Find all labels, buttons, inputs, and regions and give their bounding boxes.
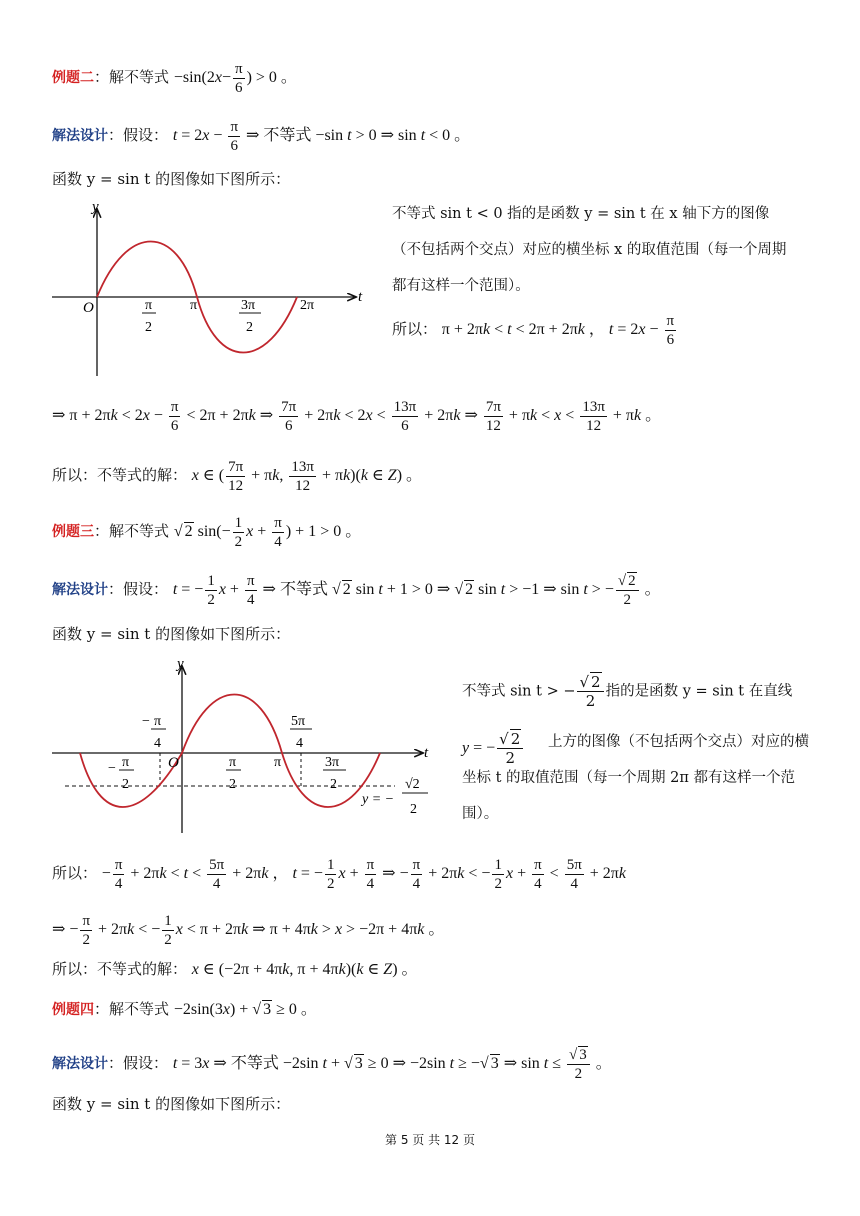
ex2-label-3pi-n: 3π (241, 298, 256, 313)
ex3-sol-text: 假设： (123, 580, 169, 599)
ex2-answer-expr: x ∈ ( $\frac{7\pi}{12}$ + πk, $\frac{13\pi}{12}$ + πk)(k ∈ Z) 。 (191, 459, 423, 494)
ex3-graph (50, 655, 440, 840)
ex2-label-pi: π (190, 298, 198, 313)
ex3-label-pihalf-n: π (229, 755, 237, 770)
ex4-graph-intro: 函数 y = sin t 的图像如下图所示： (52, 1095, 291, 1113)
ex3-answer-label: 所以：不等式的解： (52, 960, 188, 978)
ex2-label-o: O (83, 300, 94, 316)
ex4-solution (52, 1046, 612, 1083)
ex2-solution (52, 118, 470, 155)
ex2-label-y: y (92, 199, 99, 215)
ex2-answer-label: 所以：不等式的解： (52, 466, 188, 485)
ex3-desc-a: 不等式 sin t > − (462, 683, 576, 700)
page-footer: 第 5 页 共 12 页 (385, 1133, 475, 1147)
ex4-text: 解不等式 (109, 1000, 170, 1018)
ex4-expr: −2sin(3x) + √ 3 ≥ 0 。 (173, 1001, 317, 1018)
ex3-expr: √ 2 sin(− $\frac{1}{2}$ x + $\frac{\pi}{4}$ ) + 1 > 0 。 (173, 515, 362, 550)
ex2-text: 解不等式 (109, 68, 170, 87)
ex2-answer (52, 458, 422, 495)
ex3-sol-expr: t = − $\frac{1}{2}$ x + $\frac{\pi}{4}$ ⇒ 不等式 √ 2 sin t + 1 > 0 ⇒ √ 2 sin t > −1 ⇒ sin t > − $\frac{√ 2}{2}$ 。 (172, 573, 661, 608)
ex2-graph (50, 198, 370, 383)
ex4-colon2: ： (108, 1054, 124, 1073)
ex3-so (52, 856, 626, 893)
ex4-sol-expr: t = 3x ⇒ 不等式 −2sin t + √ 3 ≥ 0 ⇒ −2sin t ≥ −√ 3 ⇒ sin t ≤ $\frac{√ 3}{2}$ 。 (172, 1047, 612, 1082)
ex3-title: 例题三 (52, 524, 94, 541)
ex3-answer-expr: x ∈ (−2π + 4πk, π + 4πk)(k ∈ Z) 。 (191, 961, 418, 978)
ex2-sol-expr: t = 2x − $\frac{\pi}{6}$ ⇒ 不等式 −sin t > 0 ⇒ sin t < 0 。 (172, 119, 471, 154)
ex2-colon: ： (94, 68, 110, 87)
ex3-so-label: 所以： (52, 864, 98, 883)
ex3-label-pi2-n: π (122, 755, 130, 770)
ex2-so-label: 所以： (392, 320, 438, 339)
ex2-desc: 不等式 sin t < 0 指的是函数 y = sin t 在 x 轴下方的图像（不包括两个交点）对应的横坐标 x 的取值范围（每一个周期都有这样一个范围）。 (392, 206, 787, 294)
ex3-desc-b: 指的是函数 y = sin t 在直线 (605, 683, 793, 700)
ex3-label-5pi-d: 4 (296, 736, 303, 751)
ex2-label-t: t (358, 289, 363, 305)
ex3-label-pihalf-d: 2 (229, 777, 236, 792)
ex3-sol-label: 解法设计 (52, 582, 108, 599)
ex2-sol-label: 解法设计 (52, 128, 108, 145)
ex3-label-sqrt2-d: 2 (410, 802, 417, 817)
ex3-label-pi4-n: π (154, 714, 162, 729)
ex3-label-y: y (177, 656, 184, 672)
ex3-label-o: O (168, 755, 179, 771)
ex4-colon: ： (94, 1000, 110, 1018)
ex3-so-expr: − $\frac{\pi}{4}$ + 2πk < t < $\frac{5\pi}{4}$ + 2πk ， t = − $\frac{1}{2}$ x + $\frac{\pi}{4}$ ⇒ − $\frac{\pi}{4}$ + 2πk < − $\frac{1}{2}$ x + $\frac{\pi}{4}$ < $\frac{5\pi}{4}$ + 2πk (101, 857, 626, 892)
ex2-label-3pi-d: 2 (246, 320, 253, 335)
ex2-problem (52, 60, 297, 97)
ex3-label-sqrt2: √2 (405, 777, 420, 792)
ex3-desc-eq: = − (469, 739, 496, 757)
ex4-sol-label: 解法设计 (52, 1056, 108, 1073)
ex2-so (392, 312, 678, 349)
ex3-derivation-expr: ⇒ − $\frac{\pi}{2}$ + 2πk < − $\frac{1}{2}$ x < π + 2πk ⇒ π + 4πk > x > −2π + 4πk 。 (52, 913, 445, 948)
ex3-answer (52, 958, 418, 981)
ex3-label-5pi-n: 5π (291, 714, 306, 729)
ex3-colon2: ： (108, 580, 124, 599)
ex3-desc-line2: y = − $\frac{√ 2}{2}$ (462, 730, 525, 767)
ex4-title: 例题四 (52, 1002, 94, 1018)
ex3-desc-line1: 不等式 sin t > − $\frac{√ 2}{2}$ 指的是函数 y = sin t 在直线 (462, 673, 793, 710)
ex3-label-pi: π (274, 755, 282, 770)
ex2-label-pi-half-n: π (145, 298, 153, 313)
ex3-graph-intro: 函数 y = sin t 的图像如下图所示： (52, 625, 291, 643)
ex4-sol-text: 假设： (123, 1054, 169, 1073)
ex3-solution (52, 572, 661, 609)
ex3-label-pi4-d: 4 (154, 736, 161, 751)
ex2-colon2: ： (108, 126, 124, 145)
ex3-label-3pi-n: 3π (325, 755, 340, 770)
ex3-label-pi2-d: 2 (122, 777, 129, 792)
ex3-desc-c: 上方的图像（不包括两个交点）对应的横坐标 t 的取值范围（每一个周期 2π 都有这样一个范围）。 (462, 734, 809, 822)
ex2-label-2pi: 2π (300, 298, 315, 313)
ex2-derivation-expr: ⇒ π + 2πk < 2x − $\frac{\pi}{6}$ < 2π + 2πk ⇒ $\frac{7\pi}{6}$ + 2πk < 2x < $\frac{13\pi}{6}$ + 2πk ⇒ $\frac{7\pi}{12}$ + πk < x < $\frac{13\pi}{12}$ + πk 。 (52, 399, 662, 434)
ex2-expr: −sin(2x− $\frac{\pi}{6}$ ) > 0 。 (173, 61, 297, 96)
ex3-label-3pi-d: 2 (330, 777, 337, 792)
ex2-title: 例题二 (52, 70, 94, 87)
ex3-label-t: t (424, 745, 429, 761)
ex3-problem (52, 514, 361, 551)
ex2-sol-text: 假设： (123, 126, 169, 145)
ex3-neg-sign1: − (142, 714, 150, 729)
ex2-label-pi-half-d: 2 (145, 320, 152, 335)
ex2-so-text: π + 2πk < t < 2π + 2πk ， t = 2x − $\frac{\pi}{6}$ (441, 313, 675, 348)
ex4-problem (52, 998, 317, 1021)
ex2-graph-intro: 函数 y = sin t 的图像如下图所示： (52, 170, 291, 188)
ex3-text: 解不等式 (109, 522, 170, 541)
ex3-desc-yeq: y (462, 739, 470, 757)
ex3-label-yeq: y = − (362, 792, 395, 807)
ex2-derivation (52, 398, 661, 435)
ex3-derivation (52, 912, 444, 949)
ex3-colon: ： (94, 522, 110, 541)
ex3-neg-sign2: − (108, 761, 116, 776)
